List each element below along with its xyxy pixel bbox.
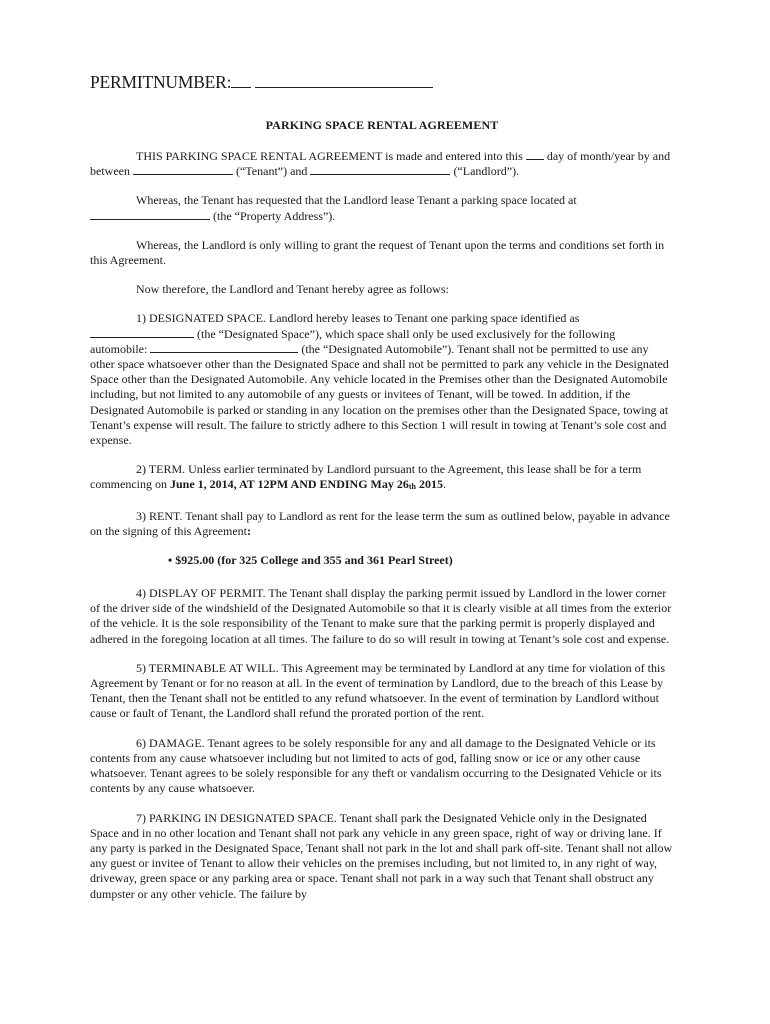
landlord-name-blank[interactable] [310,173,450,175]
day-blank[interactable] [526,158,544,160]
intro-text-1: THIS PARKING SPACE RENTAL AGREEMENT is made and entered into this [136,149,523,163]
whereas1-text-2: (the “Property Address”). [213,208,336,223]
section-6-damage: 6) DAMAGE. Tenant agrees to be solely responsible for any and all damage to the Designated Vehicle or its contents from any cause whatsoever including but not limited to acts of god, falling snow or ice or any other cause whatsoever. Tenant agrees to be solely responsible for any theft or vandalism occurring to the Designated Vehicle or its contents by any cause whatsoever. [90,735,662,796]
permit-number-line [90,72,674,93]
whereas-paragraph-2: Whereas, the Landlord is only willing to grant the request of Tenant upon the terms and conditions set forth in this Agreement. [90,237,665,268]
property-address-blank[interactable] [90,218,210,220]
section-1-designated-space [90,311,674,448]
section-3-rent [90,509,674,539]
therefore-paragraph: Now therefore, the Landlord and Tenant hereby agree as follows: [136,282,449,297]
intro-text-4: (“Landlord”). [453,164,520,179]
whereas1-text-1: Whereas, the Tenant has requested that the Landlord lease Tenant a parking space located at [136,193,577,208]
term-dates-bold: June 1, 2014, AT 12PM AND ENDING May 26 [169,477,409,492]
section-4-display-of-permit: 4) DISPLAY OF PERMIT. The Tenant shall display the parking permit issued by Landlord in the lower corner of the driver side of the windshield of the Designated Automobile so that it is clearly visible at all times from the exterior of the vehicle. It is the sole responsibility of the Tenant to make sure that the parking permit is properly displayed and adhered in the foregoing location at all times. The failure to do so will result in towing at Tenant’s sole cost and expense. [90,586,672,646]
tenant-name-blank[interactable] [133,173,233,175]
permit-number-blank[interactable] [255,86,433,88]
section3-colon: : [246,523,251,538]
section2-text: 2) TERM. Unless earlier terminated by Landlord pursuant to the Agreement, this lease shall be for a term commencing on [90,462,642,492]
document-title: PARKING SPACE RENTAL AGREEMENT [265,118,499,132]
designated-automobile-blank[interactable] [150,351,298,353]
rent-amount-item: • $925.00 (for 325 College and 355 and 361 Pearl Street) [168,553,453,568]
section1-text-1: 1) DESIGNATED SPACE. Landlord hereby leases to Tenant one parking space identified as [136,311,580,326]
intro-paragraph [90,149,674,179]
section1-text-2: (the “Designated Space”), which space shall only be used exclusively for the following automobile: [90,326,616,356]
whereas-paragraph-1 [90,193,674,223]
section-2-term [90,462,674,494]
section-7-parking-in-designated-space: 7) PARKING IN DESIGNATED SPACE. Tenant shall park the Designated Vehicle only in the Designated Space and in no other location and Tenant shall not park any vehicle in any green space, right of way or driving lane. If any party is parked in the Designated Space, Tenant shall not park in the lot and shall park off-site. Tenant shall not allow any guest or invitee of Tenant to allow their vehicles on the premises including, but not limited to, in any right of way, driveway, green space or any parking area or space. Tenant shall not park in a way such that Tenant shall obstruct any dumpster or any other vehicle. The failure by [90,810,673,901]
intro-text-3: (“Tenant”) and [235,164,308,179]
permit-number-label: PERMITNUMBER: [90,72,232,92]
term-ordinal-suffix: th [408,482,417,492]
designated-space-blank[interactable] [90,336,194,338]
section-5-terminable-at-will: 5) TERMINABLE AT WILL. This Agreement may be terminated by Landlord at any time for violation of this Agreement by Tenant or for no reason at all. In the event of termination by Landlord, due to the breach of this Lease by Tenant, then the Tenant shall not be entitled to any refund whatsoever. In the event of termination by Landlord without cause or fault of Tenant, the Landlord shall refund the prorated portion of the rent. [90,660,666,721]
section3-text: 3) RENT. Tenant shall pay to Landlord as rent for the lease term the sum as outlined below, payable in advance on the signing of this Agreement [90,508,670,538]
intro-text-2: day of month/year by and between [90,149,671,179]
permit-number-blank-short[interactable] [231,86,251,88]
term-year-bold: 2015 [416,477,444,492]
section2-period: . [443,477,447,492]
section1-text-3: (the “Designated Automobile”). Tenant shall not be permitted to use any other space whatsoever other than the Designated Space and shall not be permitted to park any vehicle in the Designated Space other than the Designated Automobile. Any vehicle located in the Premises other than the Designated Automobile including, but not limited to any automobile of any guests or invitees of Tenant, will be towed. In addition, if the Designated Automobile is parked or standing in any location on the premises other than the Designated Space, towing at Tenant’s expense will result. The failure to strictly adhere to this Section 1 will result in towing at Tenant’s sole cost and expense. [90,341,669,448]
